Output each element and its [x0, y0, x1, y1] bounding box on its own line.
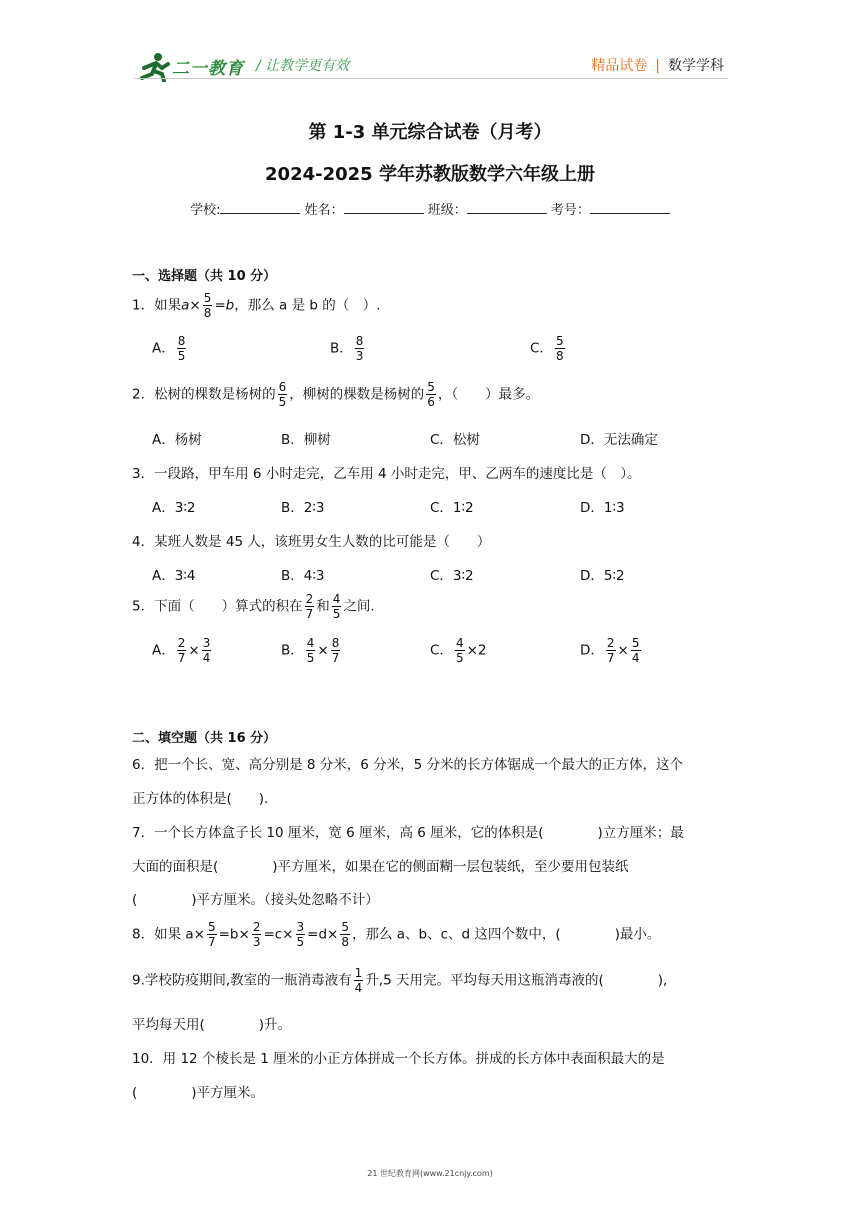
q5-option-c[interactable] — [430, 636, 486, 665]
name-field[interactable] — [344, 201, 424, 214]
school-label: 学校: — [190, 203, 221, 218]
frac-denominator: 5 — [278, 395, 287, 409]
question-2 — [132, 380, 539, 409]
q1-option-b[interactable] — [330, 334, 366, 363]
question-6-line2: 正方体的体积是( ). — [132, 791, 269, 807]
question-3: 3．一段路，甲车用 6 小时走完，乙车用 4 小时走完，甲、乙两车的速度比是（ ）。 — [132, 466, 641, 482]
q8-fraction — [207, 920, 217, 949]
q2-fraction-2 — [426, 380, 436, 409]
frac-numerator: 5 — [555, 334, 564, 348]
q1-text-pre: 1．如果 — [132, 297, 182, 314]
frac-numerator: 2 — [305, 592, 314, 606]
q9-fraction — [354, 966, 364, 995]
option-operator: × — [188, 642, 200, 659]
option-label: C． — [430, 642, 453, 659]
frac-denominator: 5 — [332, 607, 341, 621]
header-divider — [134, 78, 728, 79]
frac-denominator: 5 — [296, 935, 305, 949]
option-operator: ×2 — [466, 642, 487, 659]
frac-numerator: 8 — [355, 334, 364, 348]
option-label: A． — [152, 642, 175, 659]
q2-text-post: ，（ ）最多。 — [437, 386, 540, 403]
class-field[interactable] — [467, 201, 547, 214]
frac-numerator: 4 — [306, 636, 315, 650]
frac-denominator: 8 — [341, 935, 349, 949]
frac-numerator: 5 — [341, 920, 349, 934]
tag-separator: | — [655, 58, 660, 74]
option-fraction — [606, 636, 616, 665]
frac-numerator: 3 — [202, 636, 211, 650]
frac-numerator: 6 — [278, 380, 287, 394]
q1-option-c[interactable] — [530, 334, 567, 363]
q4-option-b[interactable]: B．4∶3 — [281, 568, 325, 584]
header-tags — [591, 55, 724, 75]
frac-denominator: 3 — [252, 935, 261, 949]
option-fraction — [355, 334, 365, 363]
tag-subject: 数学学科 — [668, 58, 724, 74]
option-label: C． — [530, 340, 553, 357]
number-label: 考号： — [550, 203, 590, 218]
frac-numerator: 4 — [455, 636, 464, 650]
option-label: D． — [580, 642, 604, 659]
q5-option-d[interactable] — [580, 636, 643, 665]
option-fraction — [555, 334, 565, 363]
q2-fraction-1 — [278, 380, 288, 409]
q2-text-pre: 2．松树的棵数是杨树的 — [132, 386, 276, 403]
option-fraction — [631, 636, 641, 665]
q1-var-a: a — [181, 297, 190, 314]
frac-numerator: 5 — [207, 920, 216, 934]
student-info — [0, 199, 860, 218]
q4-option-c[interactable]: C．3∶2 — [430, 568, 474, 584]
q8-text: =d× — [307, 926, 339, 943]
option-label: B． — [281, 642, 304, 659]
frac-numerator: 5 — [631, 636, 640, 650]
frac-denominator: 5 — [455, 651, 464, 665]
q5-text-pre: 5．下面（ ）算式的积在 — [132, 598, 303, 615]
frac-denominator: 7 — [331, 651, 340, 665]
option-label: A． — [152, 340, 175, 357]
q8-text: =b× — [218, 926, 250, 943]
q5-option-b[interactable] — [281, 636, 342, 665]
q8-text: 8．如果 a× — [132, 926, 205, 943]
question-1 — [132, 291, 381, 320]
frac-numerator: 4 — [332, 592, 341, 606]
q8-text: =c× — [263, 926, 294, 943]
option-fraction — [177, 334, 187, 363]
q9-text-post: 升,5 天用完。平均每天用这瓶消毒液的( ), — [365, 972, 668, 989]
school-field[interactable] — [220, 201, 300, 214]
question-9-line2: 平均每天用( )升。 — [132, 1017, 292, 1033]
frac-denominator: 7 — [207, 935, 216, 949]
q1-var-b: b — [225, 297, 235, 314]
frac-denominator: 3 — [355, 349, 364, 363]
q3-option-c[interactable]: C．1∶2 — [430, 500, 474, 516]
frac-denominator: 8 — [555, 349, 564, 363]
frac-denominator: 4 — [354, 981, 363, 995]
option-operator: × — [617, 642, 629, 659]
q4-option-a[interactable]: A．3∶4 — [152, 568, 196, 584]
option-fraction — [331, 636, 341, 665]
question-7-line3: ( )平方厘米。（接头处忽略不计） — [132, 892, 379, 908]
frac-numerator: 5 — [203, 291, 212, 305]
section-heading-fill: 二、填空题（共 16 分） — [132, 731, 277, 746]
option-label: B． — [330, 340, 353, 357]
q1-times: × — [189, 297, 201, 314]
frac-denominator: 7 — [177, 651, 186, 665]
frac-denominator: 4 — [202, 651, 211, 665]
q5-option-a[interactable] — [152, 636, 213, 665]
frac-numerator: 3 — [296, 920, 305, 934]
tag-premium: 精品试卷 — [591, 58, 648, 74]
frac-numerator: 2 — [177, 636, 186, 650]
frac-denominator: 7 — [606, 651, 615, 665]
section-heading-choice: 一、选择题（共 10 分） — [132, 269, 277, 284]
q4-option-d[interactable]: D．5∶2 — [580, 568, 625, 584]
question-9 — [132, 966, 667, 995]
frac-denominator: 8 — [203, 306, 212, 320]
q3-option-a[interactable]: A．3∶2 — [152, 500, 196, 516]
frac-denominator: 5 — [177, 349, 186, 363]
q9-text-pre: 9.学校防疫期间,教室的一瓶消毒液有 — [132, 972, 352, 989]
option-fraction — [177, 636, 187, 665]
q3-option-d[interactable]: D．1∶3 — [580, 500, 625, 516]
option-fraction — [455, 636, 465, 665]
frac-numerator: 2 — [252, 920, 261, 934]
class-label: 班级： — [427, 203, 467, 218]
question-5 — [132, 592, 375, 621]
slogan: / 让教学更有效 — [256, 58, 350, 74]
option-fraction — [202, 636, 212, 665]
frac-denominator: 6 — [427, 395, 435, 409]
q5-text-post: 之间. — [343, 598, 375, 615]
q2-option-c[interactable]: C．松树 — [430, 432, 480, 448]
frac-numerator: 5 — [427, 380, 435, 394]
option-operator: × — [317, 642, 329, 659]
q8-fraction — [252, 920, 262, 949]
frac-numerator: 8 — [177, 334, 186, 348]
q1-eq: = — [214, 297, 226, 314]
question-7-line2: 大面的面积是( )平方厘米，如果在它的侧面糊一层包装纸，至少要用包装纸 — [132, 859, 629, 875]
q2-option-b[interactable]: B．柳树 — [281, 432, 331, 448]
question-6-line1: 6．把一个长、宽、高分别是 8 分米，6 分米，5 分米的长方体锯成一个最大的正方体，这个 — [132, 757, 684, 773]
q1-fraction — [203, 291, 213, 320]
question-4: 4．某班人数是 45 人，该班男女生人数的比可能是（ ） — [132, 534, 491, 550]
q1-text-post: ，那么 a 是 b 的（ ）. — [234, 297, 381, 314]
frac-numerator: 1 — [354, 966, 363, 980]
q5-fraction-2 — [332, 592, 342, 621]
q5-fraction-1 — [305, 592, 315, 621]
q2-option-a[interactable]: A．杨树 — [152, 432, 202, 448]
title-line1: 第 1-3 单元综合试卷（月考） — [308, 122, 552, 143]
q2-option-d[interactable]: D．无法确定 — [580, 432, 658, 448]
option-fraction — [306, 636, 316, 665]
brand-name: 二一教育 — [172, 59, 244, 78]
number-field[interactable] — [590, 201, 670, 214]
question-8 — [132, 920, 660, 949]
title-line2: 2024-2025 学年苏教版数学六年级上册 — [265, 164, 595, 185]
frac-denominator: 4 — [631, 651, 640, 665]
q8-fraction — [296, 920, 306, 949]
name-label: 姓名： — [304, 203, 344, 218]
q8-text: ，那么 a、b、c、d 这四个数中，( )最小。 — [351, 926, 661, 943]
question-10-line2: ( )平方厘米。 — [132, 1085, 265, 1101]
question-7-line1: 7．一个长方体盒子长 10 厘米，宽 6 厘米，高 6 厘米，它的体积是( )立方厘米；最 — [132, 825, 684, 841]
q2-text-mid: ，柳树的棵数是杨树的 — [289, 386, 425, 403]
frac-numerator: 2 — [606, 636, 615, 650]
frac-denominator: 5 — [306, 651, 315, 665]
q5-and: 和 — [316, 598, 330, 615]
q1-option-a[interactable] — [152, 334, 188, 363]
q8-fraction — [340, 920, 350, 949]
q3-option-b[interactable]: B．2∶3 — [281, 500, 325, 516]
frac-numerator: 8 — [331, 636, 340, 650]
frac-denominator: 7 — [305, 607, 314, 621]
page-footer: 21 世纪教育网(www.21cnjy.com) — [367, 1169, 493, 1178]
question-10-line1: 10．用 12 个棱长是 1 厘米的小正方体拼成一个长方体。拼成的长方体中表面积最大的是 — [132, 1051, 665, 1067]
